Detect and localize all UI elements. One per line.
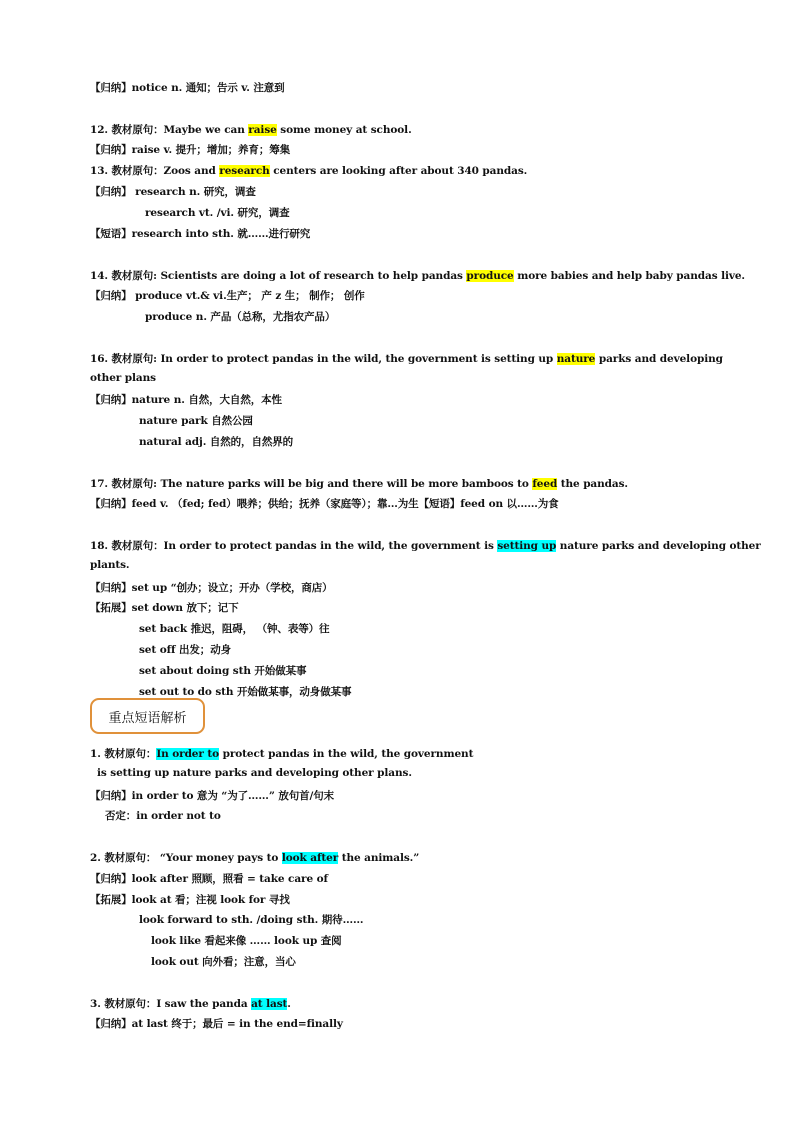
text-run: is setting up nature parks and developing other plans. xyxy=(97,767,412,779)
text-line xyxy=(139,413,253,428)
text-run: centers are looking after about 340 pandas. xyxy=(269,165,528,177)
section-heading-box xyxy=(90,698,205,734)
text-line xyxy=(90,850,419,865)
text-line xyxy=(90,559,130,571)
text-run: 2. 教材原句： “Your money pays to xyxy=(90,852,282,864)
text-line xyxy=(90,996,291,1011)
highlighted-keyword: raise xyxy=(248,124,277,136)
text-run: 【归纳】set up “创办；设立；开办（学校，商店） xyxy=(90,582,333,594)
highlighted-keyword: feed xyxy=(532,478,558,490)
highlighted-keyword: produce xyxy=(466,270,514,282)
text-run: 1. 教材原句： xyxy=(90,748,157,760)
text-run: other plans xyxy=(90,372,156,384)
text-run: 【归纳】 research n. 研究，调查 xyxy=(90,186,256,198)
text-line xyxy=(139,912,363,927)
text-line xyxy=(145,309,335,324)
text-line xyxy=(151,954,296,969)
text-line xyxy=(90,372,156,384)
text-run: nature parks and developing other xyxy=(556,540,761,552)
text-line xyxy=(90,288,365,303)
text-run: plants. xyxy=(90,559,130,571)
text-line xyxy=(97,767,412,779)
text-line xyxy=(139,663,306,678)
text-line xyxy=(90,226,310,241)
text-run: some money at school. xyxy=(276,124,412,136)
text-run: 【归纳】feed v. （fed; fed）喂养；供给；抚养（家庭等）；靠…为生【短语】feed on 以……为食 xyxy=(90,498,559,510)
text-line xyxy=(90,268,745,283)
highlighted-keyword: nature xyxy=(556,353,596,365)
highlighted-phrase: In order to xyxy=(156,748,220,760)
text-run: 13. 教材原句：Zoos and xyxy=(90,165,220,177)
text-run: 【归纳】raise v. 提升；增加；养育；筹集 xyxy=(90,144,291,156)
text-line xyxy=(90,184,256,199)
highlighted-keyword: research xyxy=(219,165,270,177)
text-run: 【归纳】 produce vt.& vi.生产； 产 z 生； 制作； 创作 xyxy=(90,290,365,302)
text-run: parks and developing xyxy=(595,353,723,365)
text-run: 18. 教材原句：In order to protect pandas in the wild, the government is xyxy=(90,540,498,552)
text-line xyxy=(90,142,290,157)
text-line xyxy=(90,80,285,95)
text-run: 12. 教材原句：Maybe we can xyxy=(90,124,249,136)
text-line xyxy=(90,788,334,803)
text-line xyxy=(139,684,351,699)
text-line xyxy=(90,1016,343,1031)
text-run: look out 向外看；注意，当心 xyxy=(151,956,296,968)
text-line xyxy=(90,892,290,907)
text-run: 【归纳】in order to 意为 “为了……” 放句首/句末 xyxy=(90,790,335,802)
text-run: research vt. /vi. 研究，调查 xyxy=(145,207,290,219)
text-run: nature park 自然公园 xyxy=(139,415,253,427)
highlighted-phrase: look after xyxy=(281,852,339,864)
highlighted-phrase: at last xyxy=(251,998,288,1010)
text-run: set off 出发；动身 xyxy=(139,644,231,656)
text-run: produce n. 产品（总称，尤指农产品） xyxy=(145,311,336,323)
text-line xyxy=(139,642,231,657)
text-line xyxy=(151,933,342,948)
text-run: 14. 教材原句: Scientists are doing a lot of research to help pandas xyxy=(90,270,467,282)
text-line xyxy=(90,351,723,366)
text-run: . xyxy=(287,998,291,1010)
text-run: set out to do sth 开始做某事，动身做某事 xyxy=(139,686,352,698)
text-line xyxy=(105,808,221,823)
text-run: more babies and help baby pandas live. xyxy=(513,270,745,282)
text-run: look like 看起来像 …… look up 查阅 xyxy=(151,935,342,947)
section-heading-label: 重点短语解析 xyxy=(108,710,187,726)
text-run: 【短语】research into sth. 就……进行研究 xyxy=(90,228,311,240)
text-line xyxy=(139,434,293,449)
text-run: protect pandas in the wild, the government xyxy=(219,748,474,760)
text-run: 【归纳】notice n. 通知；告示 v. 注意到 xyxy=(90,82,285,94)
text-run: set back 推迟，阻碍， （钟、表等）往 xyxy=(139,623,330,635)
text-run: 【归纳】look after 照顾，照看 = take care of xyxy=(90,873,328,885)
text-run: the animals.” xyxy=(338,852,420,864)
text-line xyxy=(90,476,628,491)
text-run: set about doing sth 开始做某事 xyxy=(139,665,307,677)
text-run: 【归纳】nature n. 自然，大自然，本性 xyxy=(90,394,282,406)
text-line xyxy=(90,163,527,178)
text-run: 16. 教材原句: In order to protect pandas in the wild, the government is setting up xyxy=(90,353,557,365)
text-run: the pandas. xyxy=(557,478,628,490)
text-line xyxy=(90,746,473,761)
text-line xyxy=(90,392,282,407)
text-line xyxy=(90,600,238,615)
text-run: 【归纳】at last 终于；最后 = in the end=finally xyxy=(90,1018,343,1030)
text-run: 否定：in order not to xyxy=(105,810,221,822)
text-line xyxy=(145,205,290,220)
text-line xyxy=(90,580,333,595)
text-line xyxy=(139,621,329,636)
text-run: 3. 教材原句：I saw the panda xyxy=(90,998,252,1010)
text-line xyxy=(90,538,761,553)
text-run: look forward to sth. /doing sth. 期待…… xyxy=(139,914,364,926)
highlighted-phrase: setting up xyxy=(497,540,557,552)
text-line xyxy=(90,496,559,511)
text-run: natural adj. 自然的，自然界的 xyxy=(139,436,294,448)
text-line xyxy=(90,871,328,886)
text-run: 【拓展】set down 放下；记下 xyxy=(90,602,239,614)
text-line xyxy=(90,122,412,137)
text-run: 17. 教材原句: The nature parks will be big and there will be more bamboos to xyxy=(90,478,533,490)
text-run: 【拓展】look at 看；注视 look for 寻找 xyxy=(90,894,290,906)
